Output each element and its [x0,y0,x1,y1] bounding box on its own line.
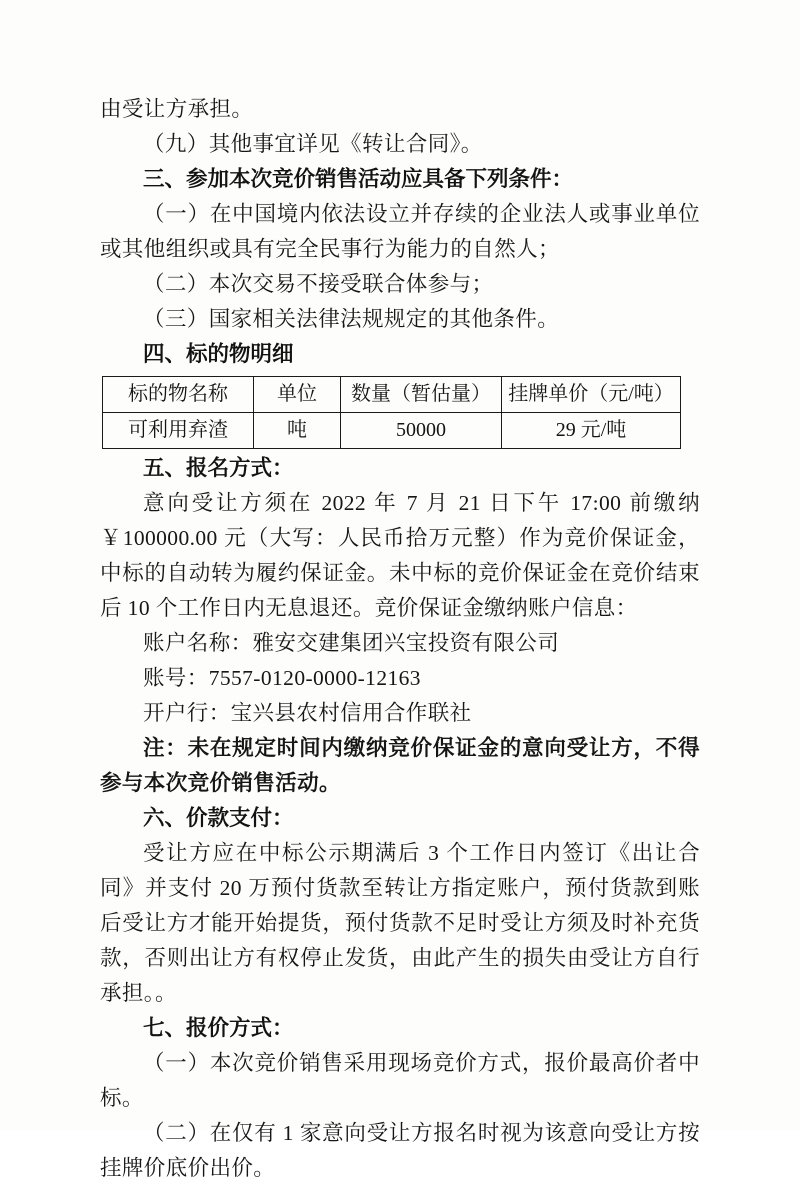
table-header-row [103,377,681,413]
section-three-item-2: （二）本次交易不接受联合体参与； [143,272,494,296]
table-header-cell-quantity: 数量（暂估量） [341,377,502,413]
bank-value: 宝兴县农村信用合作联社 [230,701,472,725]
section-seven-item-2: （二）在仅有 1 家意向受让方报名时视为该意向受让方按挂牌价底价出价。 [100,1121,700,1180]
section-five-note: 注：未在规定时间内缴纳竞价保证金的意向受让方，不得参与本次竞价销售活动。 [100,736,700,795]
document-body [100,92,700,1186]
clause-nine: （九）其他事宜详见《转让合同》。 [143,132,483,156]
section-six-paragraph: 受让方应在中标公示期满后 3 个工作日内签订《出让合同》并支付 20 万预付货款至转让方指定账户，预付货款到账后受让方才能开始提货，预付货款不足时受让方须及时补充货款，否则出让方有权停止发货，由此产生的损失由受让方自行承担。。 [100,841,700,1005]
account-name-line [100,626,700,661]
section-five-heading: 五、报名方式： [143,456,294,480]
account-number-value: 7557-0120-0000-12163 [208,666,421,690]
table-cell-price: 29 元/吨 [502,413,681,449]
table-header-cell-name: 标的物名称 [103,377,254,413]
account-number-line [100,661,700,696]
bank-line [100,696,700,731]
table-cell-quantity: 50000 [341,413,502,449]
table-row [103,413,681,449]
paragraph-continuation: 由受让方承担。 [100,97,254,121]
table-cell-name: 可利用弃渣 [103,413,254,449]
section-seven-item-1: （一）本次竞价销售采用现场竞价方式，报价最高价者中标。 [100,1051,700,1110]
section-six-heading: 六、价款支付： [143,806,294,830]
account-name-value: 雅安交建集团兴宝投资有限公司 [252,631,560,655]
account-name-label: 账户名称： [143,631,253,655]
goods-table-wrapper [102,376,676,449]
section-three-item-1: （一）在中国境内依法设立并存续的企业法人或事业单位或其他组织或具有完全民事行为能力的自然人； [100,202,700,261]
goods-table [102,376,681,449]
section-five-paragraph: 意向受让方须在 2022 年 7 月 21 日下午 17:00 前缴纳￥100000.00 元（大写：人民币拾万元整）作为竞价保证金，中标的自动转为履约保证金。未中标的竞价保证金在竞价结束后 10 个工作日内无息退还。竞价保证金缴纳账户信息： [100,491,700,620]
account-number-label: 账号： [143,666,209,690]
section-three-item-3: （三）国家相关法律法规规定的其他条件。 [143,307,560,331]
table-header-cell-price: 挂牌单价（元/吨） [502,377,681,413]
section-three-heading: 三、参加本次竞价销售活动应具备下列条件： [143,167,574,191]
bank-label: 开户行： [143,701,231,725]
section-seven-heading: 七、报价方式： [143,1016,294,1040]
table-cell-unit: 吨 [254,413,341,449]
section-four-heading: 四、标的物明细 [143,342,294,366]
table-header-cell-unit: 单位 [254,377,341,413]
